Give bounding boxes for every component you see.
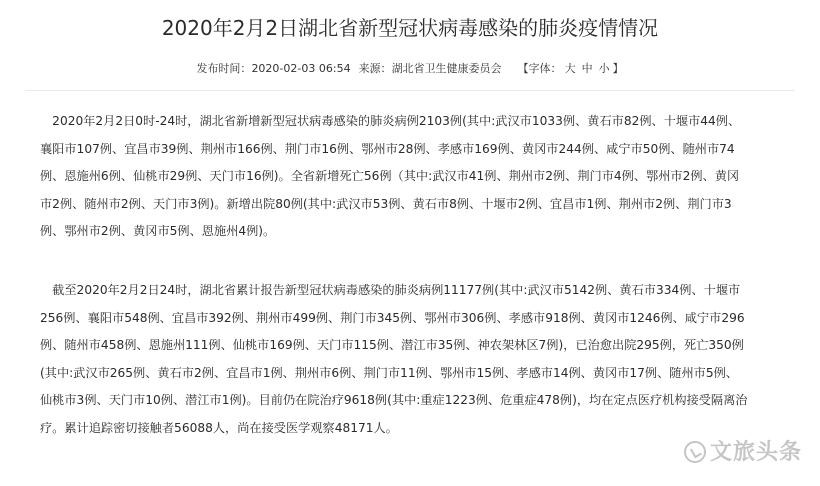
font-size-small-link[interactable]: 小 <box>598 62 610 75</box>
font-size-bracket: 】 <box>612 62 624 75</box>
paragraph-line: 仙桃市3例、天门市10例、潜江市1例)。目前仍在院治疗9618例(其中:重症1223例、危重症478例)，均在定点医疗机构接受隔离治 <box>40 393 748 408</box>
font-size-label: 【字体： <box>517 62 562 75</box>
paragraph-line: 市2例、随州市2例、天门市3例)。新增出院80例(其中:武汉市53例、黄石市8例、十堰市2例、宜昌市1例、荆州市2例、荆门市3 <box>40 196 732 211</box>
article-title: 2020年2月2日湖北省新型冠状病毒感染的肺炎疫情情况 <box>161 16 659 40</box>
paragraph-line: (其中:武汉市265例、黄石市2例、宜昌市1例、荆州市6例、荆门市11例、鄂州市15例、孝感市14例、黄冈市17例、随州市5例、 <box>40 365 738 380</box>
paragraph-line: 疗。累计追踪密切接触者56088人，尚在接受医学观察48171人。 <box>40 420 398 435</box>
paragraph-new-cases <box>40 108 810 246</box>
paragraph-line: 256例、襄阳市548例、宜昌市392例、荆州市499例、荆门市345例、鄂州市306例、孝感市918例、黄冈市1246例、咸宁市296 <box>40 310 745 325</box>
paragraph-line: 襄阳市107例、宜昌市39例、荆州市166例、荆门市16例、鄂州市28例、孝感市169例、黄冈市244例、咸宁市50例、随州市74 <box>40 141 735 156</box>
paragraph-line: 例、鄂州市2例、黄冈市5例、恩施州4例)。 <box>40 224 276 239</box>
font-size-large-link[interactable]: 大 <box>564 62 576 75</box>
paragraph-line: 例、恩施州6例、仙桃市29例、天门市16例)。全省新增死亡56例（其中:武汉市41例、荆州市2例、荆门市4例、鄂州市2例、黄冈 <box>40 169 740 184</box>
source-label: 来源： <box>358 62 392 75</box>
paragraph-cumulative <box>40 277 810 443</box>
watermark <box>684 435 802 466</box>
paragraph-line: 例、随州市458例、恩施州111例、仙桃市169例、天门市115例、潜江市35例、神农架林区7例)，已治愈出院295例，死亡350例 <box>40 338 744 353</box>
publish-time: 2020-02-03 06:54 <box>251 62 351 75</box>
paragraph-line: 2020年2月2日0时-24时，湖北省新增新型冠状病毒感染的肺炎病例2103例(其中:武汉市1033例、黄石市82例、十堰市44例、 <box>40 114 741 128</box>
publish-time-label: 发布时间： <box>196 62 252 75</box>
source-name: 湖北省卫生健康委员会 <box>391 62 502 75</box>
watermark-text: 文旅头条 <box>709 440 802 465</box>
divider <box>25 90 795 91</box>
article-meta <box>0 60 820 76</box>
paragraph-line: 截至2020年2月2日24时，湖北省累计报告新型冠状病毒感染的肺炎病例11177例(其中:武汉市5142例、黄石市334例、十堰市 <box>40 283 741 297</box>
font-size-medium-link[interactable]: 中 <box>581 62 593 75</box>
watermark-logo-icon <box>684 441 706 463</box>
